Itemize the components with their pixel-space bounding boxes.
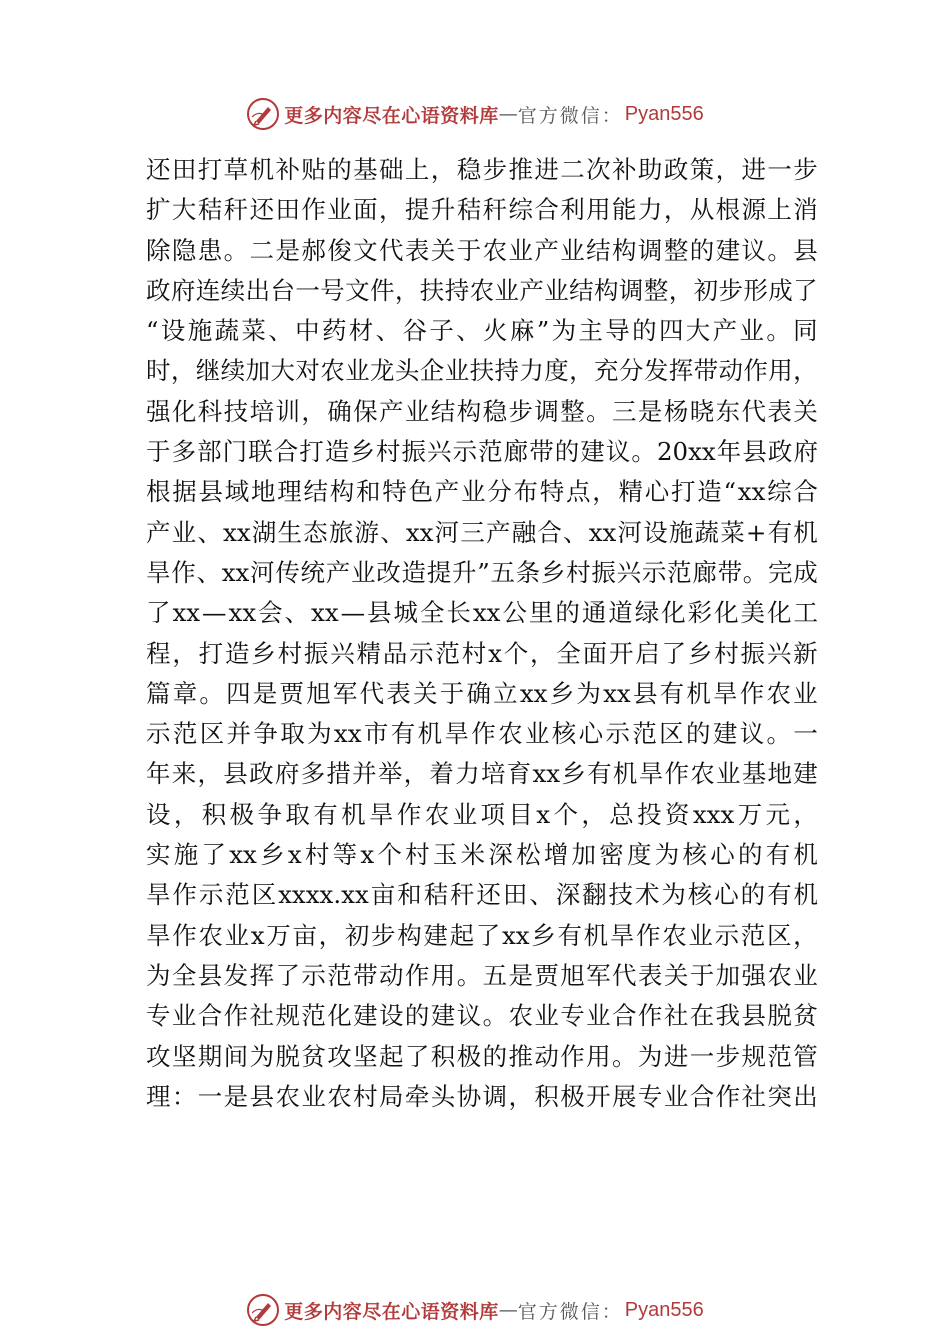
banner-separator: — (498, 1299, 518, 1321)
banner-official-label: 官方微信： (517, 104, 623, 127)
text-line: 于 多 部 门 联 合 打 造 乡 村 振 兴 示 范 廊 带 的 建 议 。 20xx 年 县 政 府 (146, 437, 818, 467)
text-line: 专 业 合 作 社 规 范 化 建 设 的 建 议 。 农 业 专 业 合 作 社 在 我 县 脱 贫 (146, 1001, 818, 1031)
text-line: 示 范 区 并 争 取 为 xx 市 有 机 旱 作 农 业 核 心 示 范 区 的 建 议 。 一 (146, 719, 818, 749)
text-line: 篇 章 。 四 是 贾 旭 军 代 表 关 于 确 立 xx 乡 为 xx 县 有 机 旱 作 农 业 (146, 678, 818, 708)
text-line: 为 全 县 发 挥 了 示 范 带 动 作 用 。 五 是 贾 旭 军 代 表 关 于 加 强 农 业 (146, 960, 818, 990)
text-line: 了 xx — xx 会 、 xx — 县 城 全 长 xx 公 里 的 通 道 绿 化 彩 化 美 化 工 (146, 598, 818, 628)
text-line: 旱 作 农 业 x 万 亩 ， 初 步 构 建 起 了 xx 乡 有 机 旱 作 农 业 示 范 区 ， (146, 920, 818, 950)
text-line: 实 施 了 xx 乡 x 村 等 x 个 村 玉 米 深 松 增 加 密 度 为 核 心 的 有 机 (146, 840, 818, 870)
text-line: 除 隐 患 。 二 是 郝 俊 文 代 表 关 于 农 业 产 业 结 构 调 整 的 建 议 。 县 (146, 235, 818, 265)
text-line: 程 ， 打 造 乡 村 振 兴 精 品 示 范 村 x 个 ， 全 面 开 启 了 乡 村 振 兴 新 (146, 638, 818, 668)
document-body (146, 150, 818, 1117)
text-line: 时 ， 继 续 加 大 对 农 业 龙 头 企 业 扶 持 力 度 ， 充 分 发 挥 带 动 作 用 ， (146, 356, 818, 386)
text-line: “ 设 施 蔬 菜 、 中 药 材 、 谷 子 、 火 麻 ” 为 主 导 的 四 大 产 业 。 同 (146, 316, 818, 346)
banner-site-name: 更多内容尽在心语资料库 (284, 104, 499, 127)
text-line: 还 田 打 草 机 补 贴 的 基 础 上 ， 稳 步 推 进 二 次 补 助 政 策 ， 进 一 步 (146, 155, 818, 184)
pen-nib-logo-icon (246, 1293, 280, 1327)
text-line: 理 ： 一 是 县 农 业 农 村 局 牵 头 协 调 ， 积 极 开 展 专 业 合 作 社 突 出 (146, 1081, 818, 1111)
text-line: 旱 作 、 xx 河 传 统 产 业 改 造 提 升 ” 五 条 乡 村 振 兴 示 范 廊 带 。 完 成 (146, 557, 818, 587)
text-line: 扩 大 秸 秆 还 田 作 业 面 ， 提 升 秸 秆 综 合 利 用 能 力 ， 从 根 源 上 消 (146, 195, 818, 225)
text-line: 政 府 连 续 出 台 一 号 文 件 ， 扶 持 农 业 产 业 结 构 调 整 ， 初 步 形 成 了 (146, 275, 818, 305)
banner-separator: — (498, 103, 518, 125)
text-line: 产 业 、 xx 湖 生 态 旅 游 、 xx 河 三 产 融 合 、 xx 河 设 施 蔬 菜 + 有 机 (146, 517, 818, 547)
banner-wechat-id: Pyan556 (624, 1298, 704, 1321)
banner-official-label: 官方微信： (517, 1300, 623, 1323)
text-line: 攻 坚 期 间 为 脱 贫 攻 坚 起 了 积 极 的 推 动 作 用 。 为 进 一 步 规 范 管 (146, 1041, 818, 1071)
text-line: 强 化 科 技 培 训 ， 确 保 产 业 结 构 稳 步 调 整 。 三 是 杨 晓 东 代 表 关 (146, 396, 818, 426)
text-line: 年 来 ， 县 政 府 多 措 并 举 ， 着 力 培 育 xx 乡 有 机 旱 作 农 业 基 地 建 (146, 759, 818, 789)
text-line: 旱 作 示 范 区 xxxx.xx 亩 和 秸 秆 还 田 、 深 翻 技 术 为 核 心 的 有 机 (146, 880, 818, 910)
footer-watermark-banner (0, 1290, 950, 1330)
banner-site-name: 更多内容尽在心语资料库 (284, 1300, 499, 1323)
header-watermark-banner (0, 94, 950, 134)
text-line: 设 ， 积 极 争 取 有 机 旱 作 农 业 项 目 x 个 ， 总 投 资 xxx 万 元 ， (146, 799, 818, 829)
banner-wechat-id: Pyan556 (624, 102, 704, 125)
text-line: 根 据 县 域 地 理 结 构 和 特 色 产 业 分 布 特 点 ， 精 心 打 造 “ xx 综 合 (146, 477, 818, 507)
pen-nib-logo-icon (246, 97, 280, 131)
